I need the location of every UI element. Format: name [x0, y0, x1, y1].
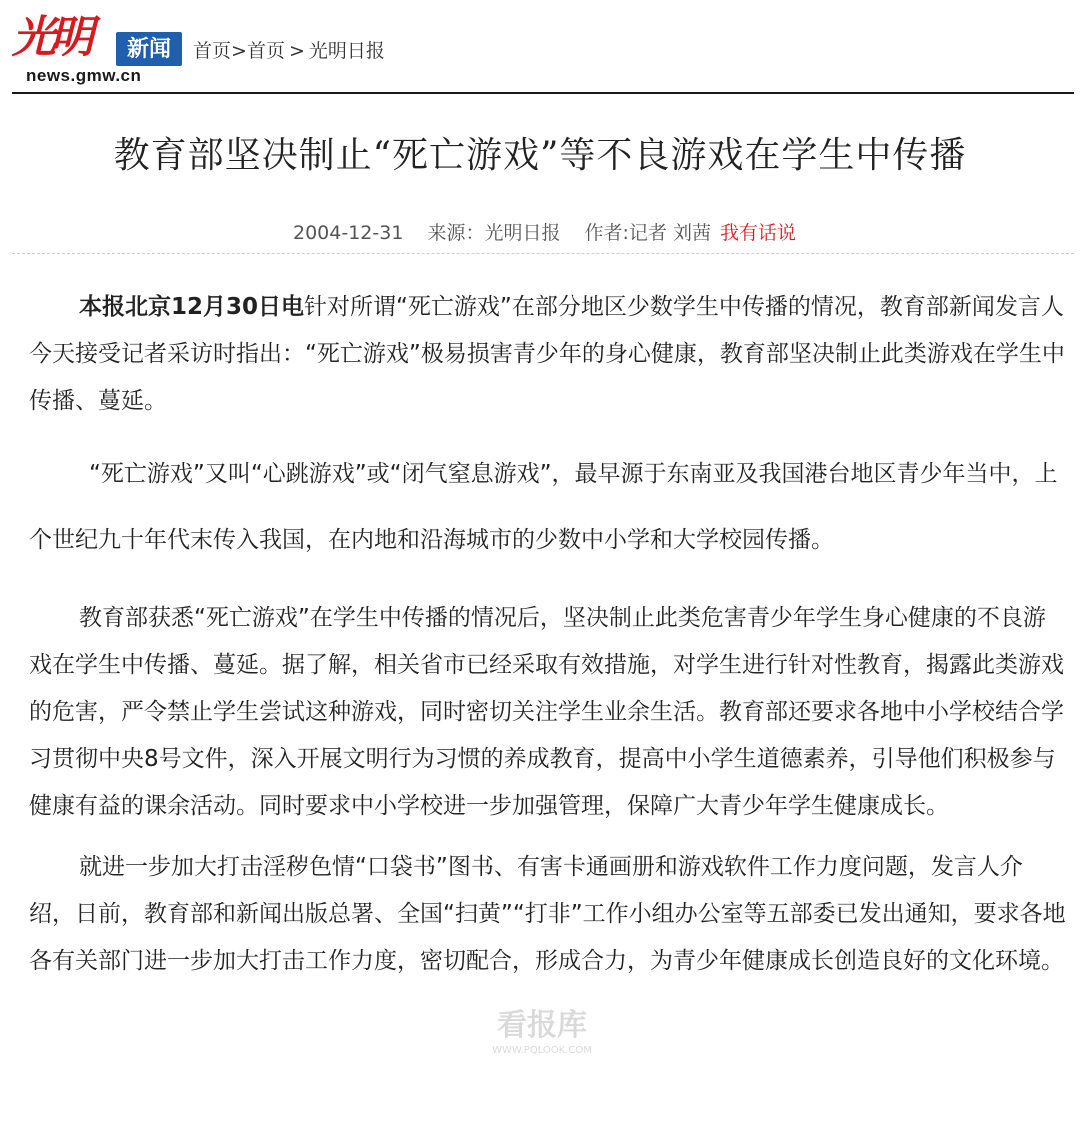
breadcrumb-separator: >	[288, 40, 305, 62]
article-author: 作者:记者 刘茜	[584, 222, 711, 244]
dateline: 本报北京12月30日电	[79, 294, 305, 320]
watermark-url: WWW.PQLOOK.COM	[492, 1045, 592, 1056]
site-header	[12, 10, 1074, 94]
breadcrumb-home-1[interactable]: 首页	[193, 40, 232, 62]
article-body	[29, 284, 1067, 985]
article-source: 来源：光明日报	[427, 222, 561, 244]
breadcrumb-guangming-daily[interactable]: 光明日报	[308, 40, 385, 62]
breadcrumb	[193, 36, 385, 63]
breadcrumb-home-2[interactable]: 首页	[246, 40, 285, 62]
logo-site-url: news.gmw.cn	[26, 66, 142, 85]
article-title: 教育部坚决制止“死亡游戏”等不良游戏在学生中传播	[113, 135, 967, 176]
article-paragraph	[29, 284, 1067, 425]
article-meta	[0, 218, 1080, 245]
article-date: 2004-12-31	[293, 222, 404, 244]
paragraph-text: 针对所谓“死亡游戏”在部分地区少数学生中传播的情况，教育部新闻发言人今天接受记者采访时指出：“死亡游戏”极易损害青少年的身心健康，教育部坚决制止此类游戏在学生中传播、蔓延。	[29, 294, 1065, 414]
watermark	[472, 1008, 612, 1112]
article-paragraph: 教育部获悉“死亡游戏”在学生中传播的情况后，坚决制止此类危害青少年学生身心健康的不良游戏在学生中传播、蔓延。据了解，相关省市已经采取有效措施，对学生进行针对性教育，揭露此类游戏的危害，严令禁止学生尝试这种游戏，同时密切关注学生业余生活。教育部还要求各地中小学校结合学习贯彻中央8号文件，深入开展文明行为习惯的养成教育，提高中小学生道德素养，引导他们积极参与健康有益的课余活动。同时要求中小学校进一步加强管理，保障广大青少年学生健康成长。	[29, 605, 1064, 819]
meta-divider	[12, 253, 1074, 254]
breadcrumb-separator: >	[231, 40, 247, 62]
article-paragraph: 就进一步加大打击淫秽色情“口袋书”图书、有害卡通画册和游戏软件工作力度问题，发言人介绍，日前，教育部和新闻出版总署、全国“扫黄”“打非”工作小组办公室等五部委已发出通知，要求各地各有关部门进一步加大打击工作力度，密切配合，形成合力，为青少年健康成长创造良好的文化环境。	[29, 854, 1066, 974]
logo-brand-glyphs: 光明	[12, 12, 88, 63]
logo-news-badge: 新闻	[116, 32, 182, 66]
comment-link[interactable]: 我有话说	[719, 222, 796, 244]
gmw-news-logo[interactable]	[12, 10, 182, 88]
article-paragraph: “死亡游戏”又叫“心跳游戏”或“闭气窒息游戏”，最早源于东南亚及我国港台地区青少年当中，上个世纪九十年代末传入我国，在内地和沿海城市的少数中小学和大学校园传播。	[29, 461, 1058, 553]
watermark-logo: 看报库	[497, 1008, 587, 1043]
